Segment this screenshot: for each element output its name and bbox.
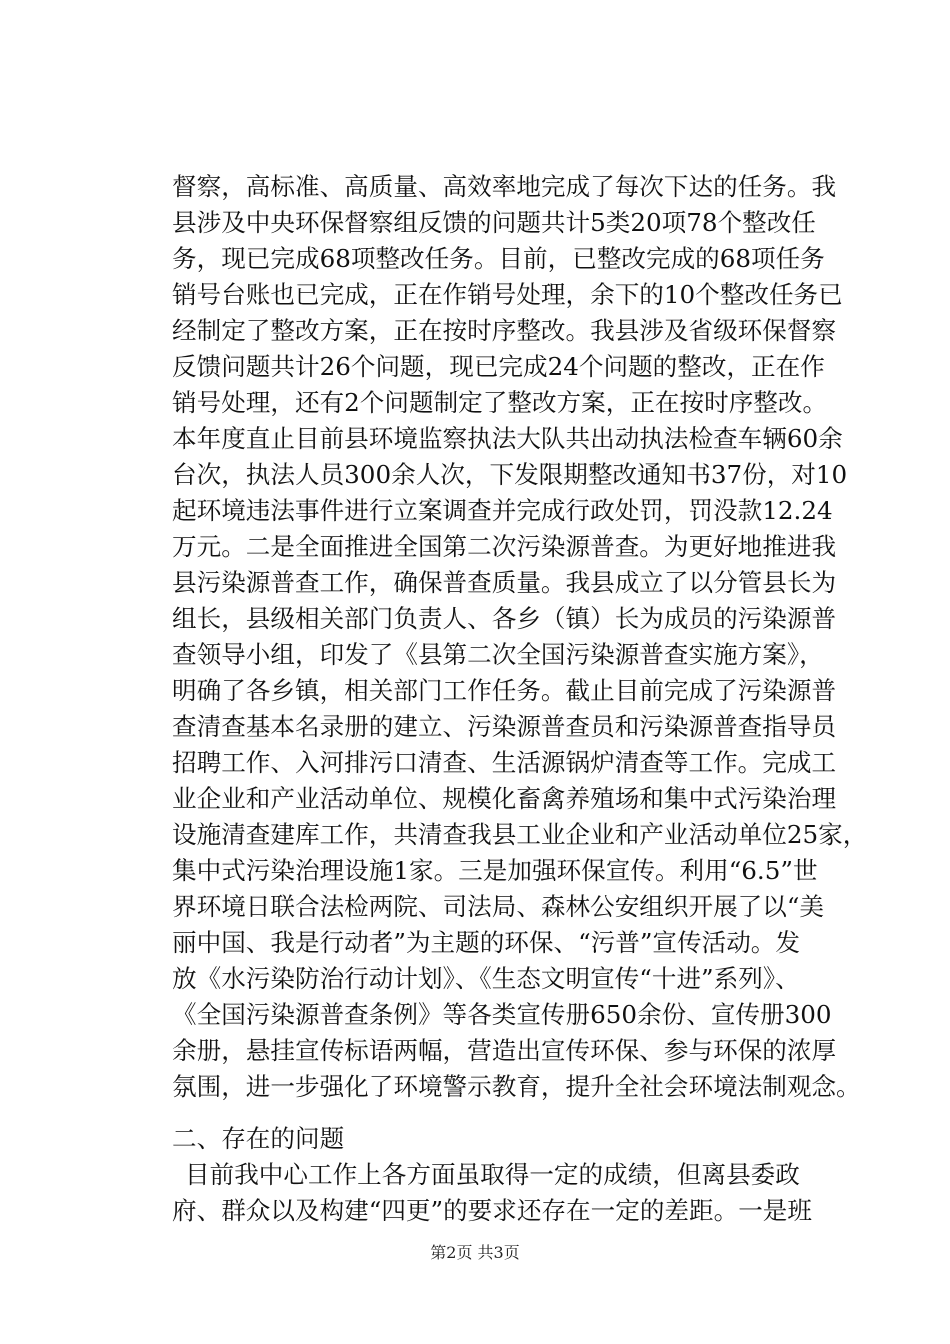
paragraph-line: 起环境违法事件进行立案调查并完成行政处罚，罚没款12.24 [172, 496, 833, 525]
paragraph-line: 界环境日联合法检两院、司法局、森林公安组织开展了以“美 [172, 892, 825, 921]
paragraph-line: 督察，高标准、高质量、高效率地完成了每次下达的任务。我 [172, 172, 837, 201]
paragraph-line: 《全国污染源普查条例》等各类宣传册650余份、宣传册300 [172, 1000, 832, 1029]
paragraph-line: 经制定了整改方案，正在按时序整改。我县涉及省级环保督察 [172, 316, 837, 345]
paragraph-line: 放《水污染防治行动计划》、《生态文明宣传“十进”系列》、 [172, 964, 800, 993]
paragraph-line: 查清查基本名录册的建立、污染源普查员和污染源普查指导员 [172, 712, 837, 741]
paragraph-line: 明确了各乡镇，相关部门工作任务。截止目前完成了污染源普 [172, 676, 837, 705]
paragraph-line: 设施清查建库工作，共清查我县工业企业和产业活动单位25家， [172, 820, 868, 849]
paragraph-line: 集中式污染治理设施1家。三是加强环保宣传。利用“6.5”世 [172, 856, 818, 885]
section-heading: 二、存在的问题 [172, 1124, 345, 1153]
paragraph-line: 县涉及中央环保督察组反馈的问题共计5类20项78个整改任 [172, 208, 816, 237]
paragraph-line: 目前我中心工作上各方面虽取得一定的成绩，但离县委政 [185, 1160, 800, 1189]
page-number: 第2页 共3页 [430, 1243, 520, 1262]
paragraph-line: 查领导小组，印发了《县第二次全国污染源普查实施方案》， [172, 640, 824, 669]
paragraph-line: 县污染源普查工作，确保普查质量。我县成立了以分管县长为 [172, 568, 837, 597]
paragraph-line: 余册，悬挂宣传标语两幅，营造出宣传环保、参与环保的浓厚 [172, 1036, 837, 1065]
paragraph-line: 反馈问题共计26个问题，现已完成24个问题的整改，正在作 [172, 352, 825, 381]
paragraph-line: 组长，县级相关部门负责人、各乡（镇）长为成员的污染源普 [172, 604, 837, 633]
paragraph-line: 万元。二是全面推进全国第二次污染源普查。为更好地推进我 [172, 532, 837, 561]
paragraph-line: 本年度直止目前县环境监察执法大队共出动执法检查车辆60余 [172, 424, 843, 453]
paragraph-line: 业企业和产业活动单位、规模化畜禽养殖场和集中式污染治理 [172, 784, 837, 813]
paragraph-line: 销号台账也已完成，正在作销号处理，余下的10个整改任务已 [172, 280, 843, 309]
paragraph-line: 台次，执法人员300余人次，下发限期整改通知书37份，对10 [172, 460, 848, 489]
paragraph-line: 务，现已完成68项整改任务。目前，已整改完成的68项任务 [172, 244, 825, 273]
paragraph-line: 丽中国、我是行动者”为主题的环保、“污普”宣传活动。发 [172, 928, 800, 957]
paragraph-line: 招聘工作、入河排污口清查、生活源锅炉清查等工作。完成工 [172, 748, 837, 777]
paragraph-line: 氛围，进一步强化了环境警示教育，提升全社会环境法制观念。 [172, 1072, 861, 1101]
paragraph-line: 销号处理，还有2个问题制定了整改方案，正在按时序整改。 [172, 388, 828, 417]
paragraph-line: 府、群众以及构建“四更”的要求还存在一定的差距。一是班 [172, 1196, 812, 1225]
